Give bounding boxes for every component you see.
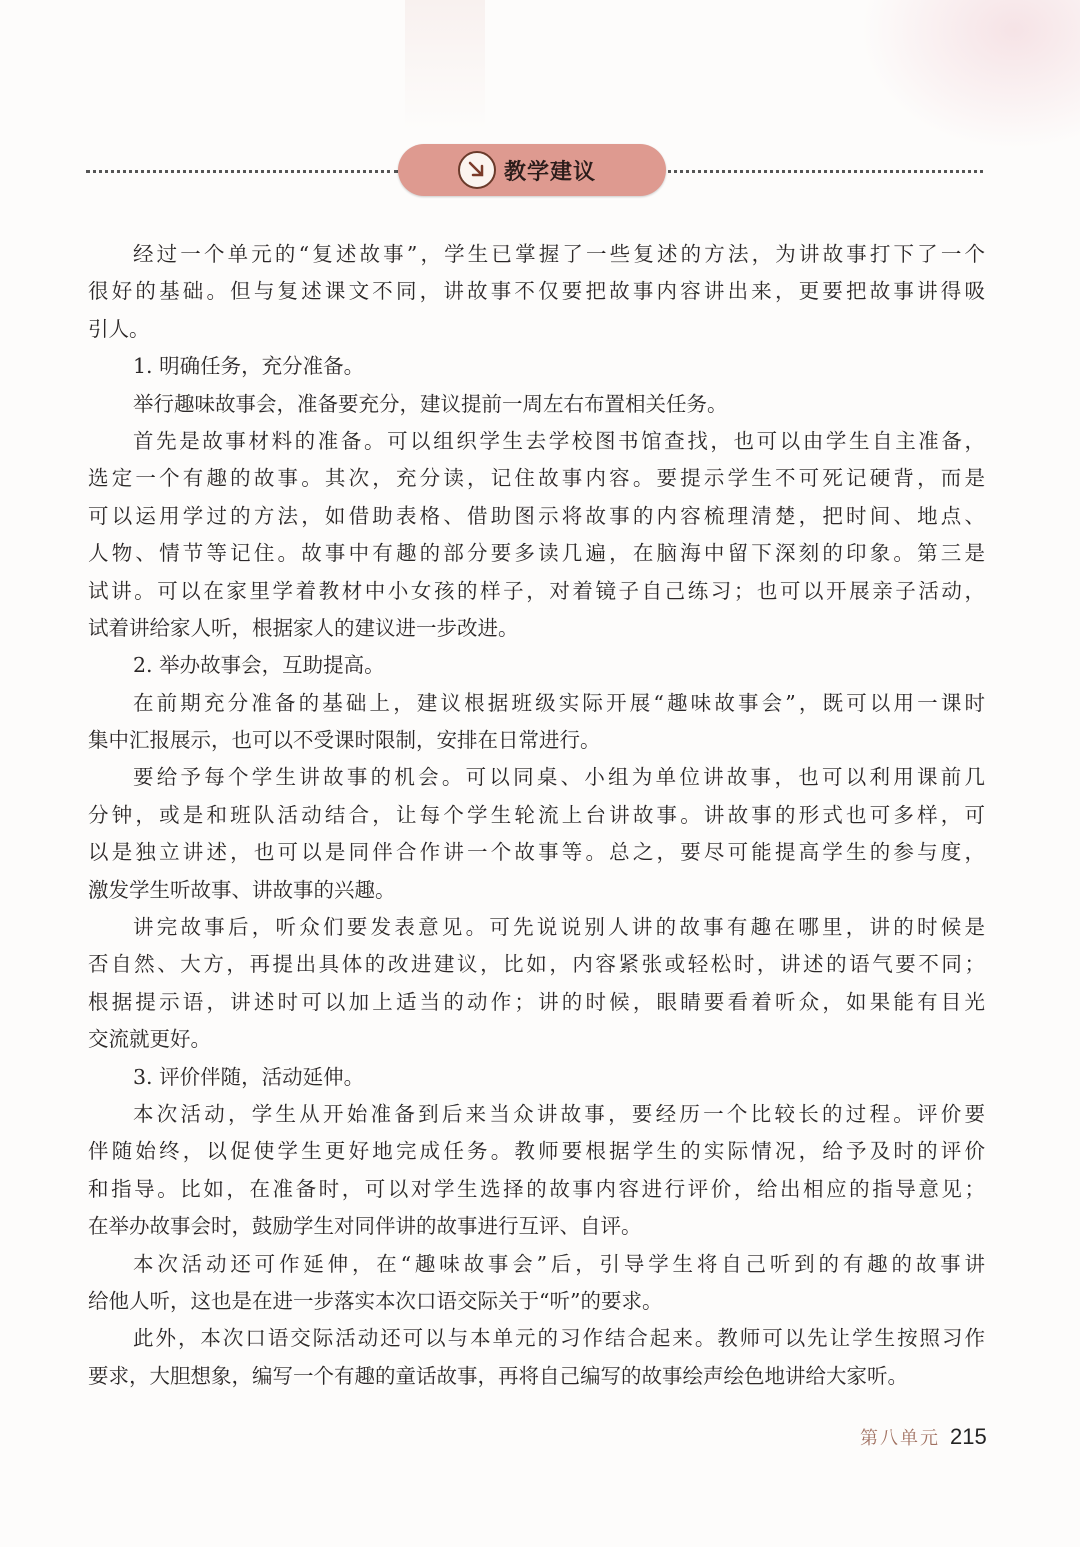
text-line: 要求，大胆想象，编写一个有趣的童话故事，再将自己编写的故事绘声绘色地讲给大家听。 bbox=[88, 1363, 908, 1388]
background-decoration bbox=[405, 0, 485, 130]
text-line: 分钟，或是和班队活动结合，让每个学生轮流上台讲故事。讲故事的形式也可多样，可 bbox=[88, 802, 985, 827]
divider-left bbox=[86, 170, 398, 173]
text-line: 要给予每个学生讲故事的机会。可以同桌、小组为单位讲故事，也可以利用课前几 bbox=[133, 765, 985, 790]
text-line: 以是独立讲述，也可以是同伴合作讲一个故事等。总之，要尽可能提高学生的参与度， bbox=[88, 840, 985, 865]
text-line: 举行趣味故事会，准备要充分，建议提前一周左右布置相关任务。 bbox=[133, 391, 728, 416]
text-line: 很好的基础。但与复述课文不同，讲故事不仅要把故事内容讲出来，更要把故事讲得吸 bbox=[88, 279, 985, 304]
section-header-badge bbox=[398, 144, 666, 196]
text-line: 和指导。比如，在准备时，可以对学生选择的故事内容进行评价，给出相应的指导意见； bbox=[88, 1176, 985, 1201]
background-decoration bbox=[860, 0, 1080, 150]
text-line: 选定一个有趣的故事。其次，充分读，记住故事内容。要提示学生不可死记硬背，而是 bbox=[88, 466, 985, 491]
text-line: 交流就更好。 bbox=[88, 1027, 211, 1052]
text-line: 集中汇报展示，也可以不受课时限制，安排在日常进行。 bbox=[88, 728, 601, 753]
text-line: 试讲。可以在家里学着教材中小女孩的样子，对着镜子自己练习；也可以开展亲子活动， bbox=[88, 578, 985, 603]
text-line: 根据提示语，讲述时可以加上适当的动作；讲的时候，眼睛要看着听众，如果能有目光 bbox=[88, 989, 985, 1014]
text-line: 人物、情节等记住。故事中有趣的部分要多读几遍，在脑海中留下深刻的印象。第三是 bbox=[88, 541, 985, 566]
text-line: 3. 评价伴随，活动延伸。 bbox=[133, 1064, 365, 1089]
text-line: 2. 举办故事会，互助提高。 bbox=[133, 653, 385, 678]
page-number: 215 bbox=[950, 1424, 987, 1449]
text-line: 可以运用学过的方法，如借助表格、借助图示将故事的内容梳理清楚，把时间、地点、 bbox=[88, 503, 985, 528]
arrow-circle-icon bbox=[458, 151, 496, 189]
text-line: 激发学生听故事、讲故事的兴趣。 bbox=[88, 877, 396, 902]
text-line: 伴随始终，以促使学生更好地完成任务。教师要根据学生的实际情况，给予及时的评价 bbox=[88, 1139, 985, 1164]
text-line: 试着讲给家人听，根据家人的建议进一步改进。 bbox=[88, 615, 519, 640]
text-line: 本次活动还可作延伸，在“趣味故事会”后，引导学生将自己听到的有趣的故事讲 bbox=[133, 1251, 985, 1276]
text-line: 在前期充分准备的基础上，建议根据班级实际开展“趣味故事会”，既可以用一课时 bbox=[133, 690, 985, 715]
text-line: 给他人听，这也是在进一步落实本次口语交际关于“听”的要求。 bbox=[88, 1288, 663, 1313]
page-footer bbox=[860, 1424, 987, 1450]
text-line: 本次活动，学生从开始准备到后来当众讲故事，要经历一个比较长的过程。评价要 bbox=[133, 1101, 985, 1126]
unit-label: 第八单元 bbox=[860, 1428, 940, 1449]
text-line: 1. 明确任务，充分准备。 bbox=[133, 354, 365, 379]
text-line: 引人。 bbox=[88, 316, 150, 341]
body-text bbox=[88, 236, 985, 1395]
text-line: 否自然、大方，再提出具体的改进建议，比如，内容紧张或轻松时，讲述的语气要不同； bbox=[88, 952, 985, 977]
text-line: 在举办故事会时，鼓励学生对同伴讲的故事进行互评、自评。 bbox=[88, 1214, 642, 1239]
text-line: 讲完故事后，听众们要发表意见。可先说说别人讲的故事有趣在哪里，讲的时候是 bbox=[133, 915, 985, 940]
section-title: 教学建议 bbox=[504, 159, 597, 185]
text-line: 经过一个单元的“复述故事”，学生已掌握了一些复述的方法，为讲故事打下了一个 bbox=[133, 242, 985, 266]
divider-right bbox=[668, 170, 983, 173]
text-line: 首先是故事材料的准备。可以组织学生去学校图书馆查找，也可以由学生自主准备， bbox=[133, 428, 985, 453]
text-line: 此外，本次口语交际活动还可以与本单元的习作结合起来。教师可以先让学生按照习作 bbox=[133, 1326, 985, 1351]
